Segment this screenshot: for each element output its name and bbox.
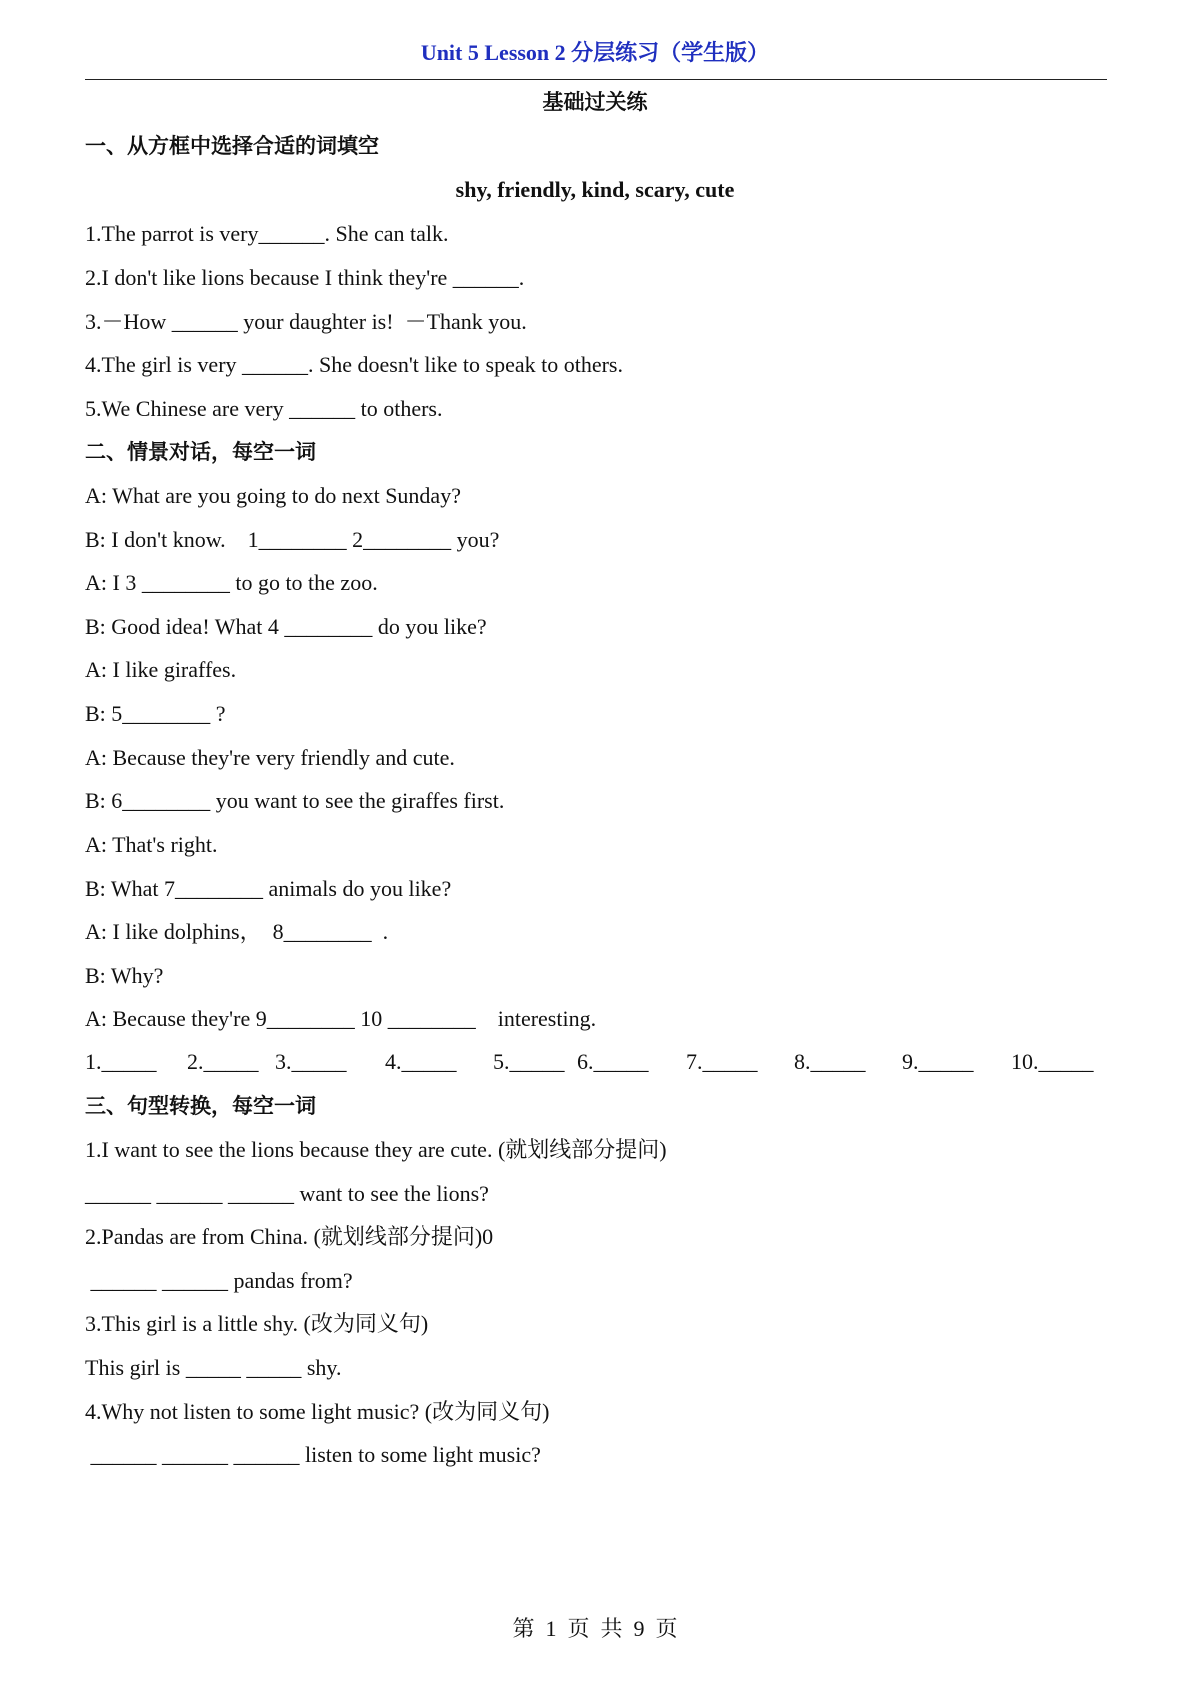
section1-item: 4.The girl is very ______. She doesn't like to speak to others. xyxy=(85,352,623,377)
dialogue-line: A: That's right. xyxy=(85,832,218,857)
section3-line: This girl is _____ _____ shy. xyxy=(85,1355,342,1380)
header-divider xyxy=(85,79,1107,80)
page-header-title: Unit 5 Lesson 2 分层练习（学生版） xyxy=(420,40,770,65)
section2-heading: 二、情景对话，每空一词 xyxy=(85,440,316,464)
answer-blank[interactable]: 4._____ xyxy=(385,1049,457,1074)
section3-line: 2.Pandas are from China. (就划线部分提问)0 xyxy=(85,1224,494,1249)
answer-blank[interactable]: 9._____ xyxy=(902,1049,974,1074)
section3-line: 1.I want to see the lions because they are cute. (就划线部分提问) xyxy=(85,1137,667,1162)
dialogue-line: B: Why? xyxy=(85,963,164,988)
section1-item: 1.The parrot is very______. She can talk. xyxy=(85,221,449,246)
section3-line: ______ ______ ______ want to see the lions? xyxy=(85,1181,489,1206)
section3-line: ______ ______ ______ listen to some light music? xyxy=(85,1442,541,1467)
page-footer: 第 1 页 共 9 页 xyxy=(512,1616,678,1641)
answer-blank[interactable]: 6._____ xyxy=(577,1049,649,1074)
answer-blanks-row xyxy=(85,1049,1107,1077)
answer-blank[interactable]: 8._____ xyxy=(794,1049,866,1074)
section1-item: 2.I don't like lions because I think they're ______. xyxy=(85,265,525,290)
section1-item: 5.We Chinese are very ______ to others. xyxy=(85,396,443,421)
answer-blank[interactable]: 2._____ xyxy=(187,1049,259,1074)
dialogue-line: A: I like dolphins， 8________ . xyxy=(85,919,389,944)
answer-blank[interactable]: 5._____ xyxy=(493,1049,565,1074)
section1-item: 3.－How ______ your daughter is! －Thank you. xyxy=(85,309,527,334)
answer-blank[interactable]: 3._____ xyxy=(275,1049,347,1074)
dialogue-line: B: What 7________ animals do you like? xyxy=(85,876,452,901)
answer-blank[interactable]: 10._____ xyxy=(1011,1049,1094,1074)
dialogue-line: A: What are you going to do next Sunday? xyxy=(85,483,461,508)
dialogue-line: A: Because they're 9________ 10 ________ interesting. xyxy=(85,1006,597,1031)
dialogue-line: B: 6________ you want to see the giraffes first. xyxy=(85,788,505,813)
dialogue-line: A: I like giraffes. xyxy=(85,657,237,682)
section3-line: 4.Why not listen to some light music? (改为同义句) xyxy=(85,1399,550,1424)
section3-line: 3.This girl is a little shy. (改为同义句) xyxy=(85,1311,429,1336)
subtitle: 基础过关练 xyxy=(542,90,648,114)
section3-heading: 三、句型转换，每空一词 xyxy=(85,1094,316,1118)
word-box: shy, friendly, kind, scary, cute xyxy=(455,177,735,202)
answer-blank[interactable]: 1._____ xyxy=(85,1049,157,1074)
answer-blank[interactable]: 7._____ xyxy=(686,1049,758,1074)
dialogue-line: B: I don't know. 1________ 2________ you? xyxy=(85,527,500,552)
section3-line: ______ ______ pandas from? xyxy=(85,1268,353,1293)
dialogue-line: A: I 3 ________ to go to the zoo. xyxy=(85,570,378,595)
dialogue-line: B: Good idea! What 4 ________ do you like? xyxy=(85,614,487,639)
dialogue-line: A: Because they're very friendly and cute. xyxy=(85,745,455,770)
dialogue-line: B: 5________ ? xyxy=(85,701,226,726)
section1-heading: 一、从方框中选择合适的词填空 xyxy=(85,134,379,158)
